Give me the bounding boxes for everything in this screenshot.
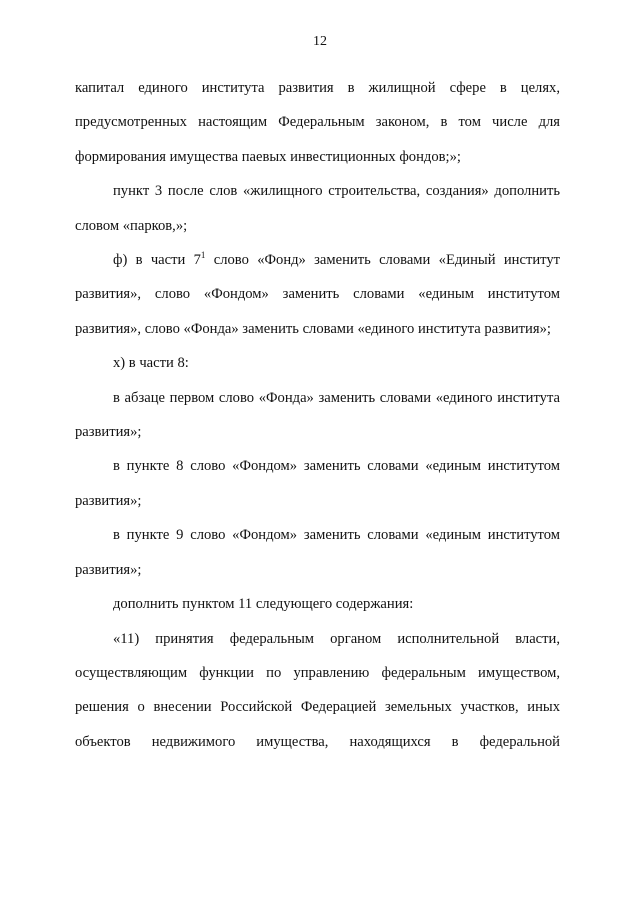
paragraph-item-f-rest: слово «Фонд» заменить словами «Единый институт развития», слово «Фондом» заменить словами «единым институтом развития», слово «Фонда» заменить словами «единого института развития»; (75, 252, 560, 337)
paragraph-item-h: х) в части 8: (113, 355, 189, 372)
superscript-1: 1 (200, 250, 206, 261)
paragraph-add-punkt-11: дополнить пунктом 11 следующего содержания: (113, 596, 414, 613)
paragraph-first-abzac: в абзаце первом слово «Фонда» заменить словами «единого института развития»; (75, 389, 560, 441)
page-number: 12 (313, 34, 327, 49)
paragraph-item-f (75, 243, 560, 346)
paragraph-continuation: капитал единого института развития в жилищной сфере в целях, предусмотренных настоящим Федеральным законом, в том числе для формирования имущества паевых инвестиционных фондов;»; (75, 80, 560, 165)
paragraph-punkt-9: в пункте 9 слово «Фондом» заменить словами «единым институтом развития»; (75, 527, 560, 578)
paragraph-punkt-8: в пункте 8 слово «Фондом» заменить словами «единым институтом развития»; (75, 458, 560, 509)
paragraph-punkt-11-content: «11) принятия федеральным органом исполнительной власти, осуществляющим функции по управлению федеральным имуществом, решения о внесении Российской Федерацией земельных участков, иных объектов недвижимого имущества, находящихся в федеральной (75, 630, 560, 750)
paragraph-item-3: пункт 3 после слов «жилищного строительства, создания» дополнить словом «парков,»; (75, 183, 560, 234)
paragraph-item-f-start: ф) в части 7 (113, 252, 201, 269)
document-body (75, 71, 560, 759)
